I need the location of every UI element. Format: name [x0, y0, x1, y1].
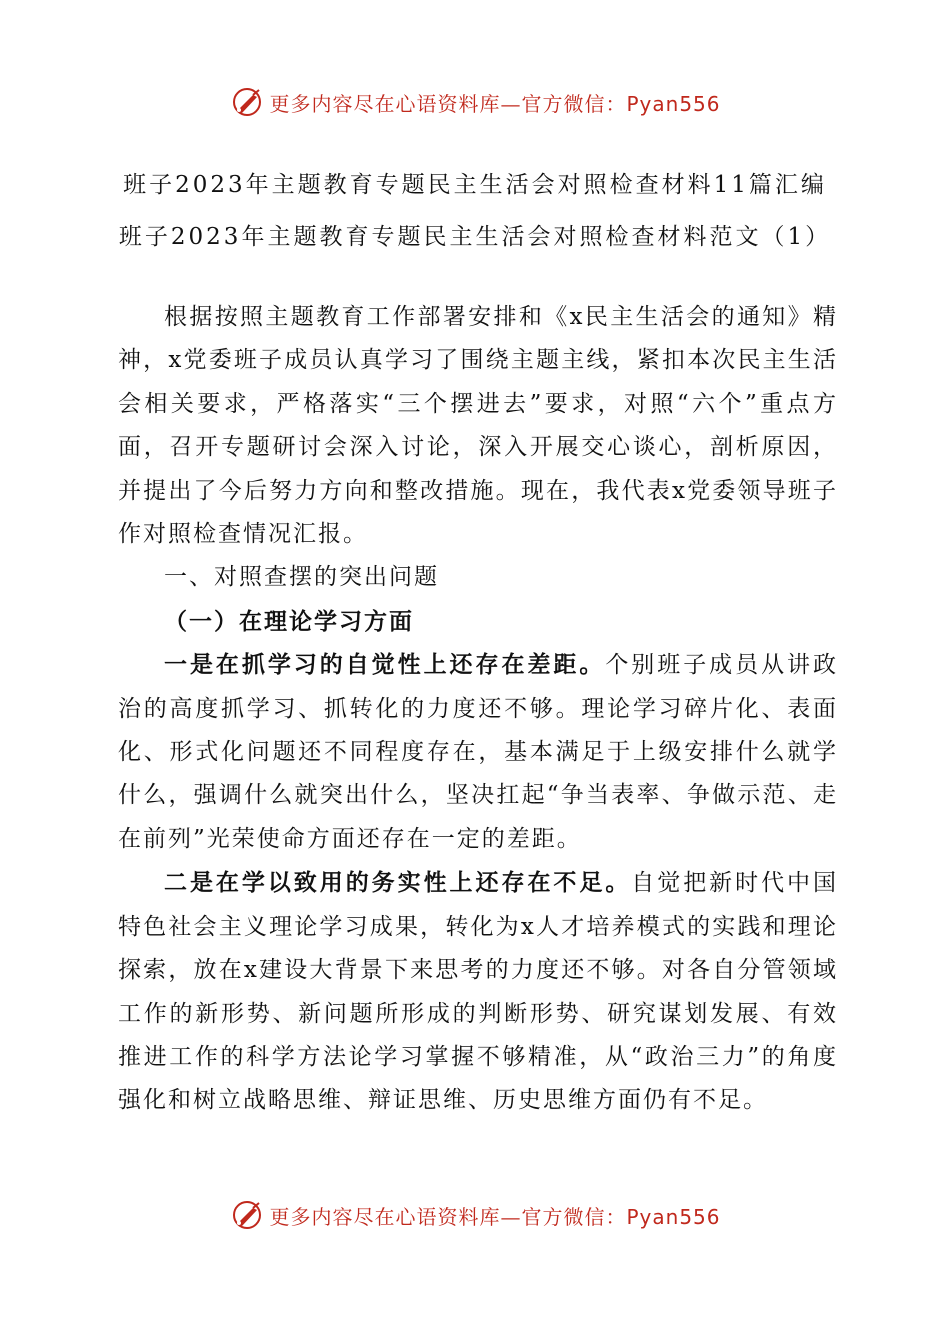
- point-1-lead: 一是在抓学习的自觉性上还存在差距。: [164, 651, 606, 679]
- point-2-body: 自觉把新时代中国特色社会主义理论学习成果，转化为x人才培养模式的实践和理论探索，放在x建设大背景下来思考的力度还不够。对各自分管领域工作的新形势、新问题所形成的判断形势、研究谋划发展、有效推进工作的科学方法论学习掌握不够精准，从“政治三力”的角度强化和树立战略思维、辩证思维、历史思维方面仍有不足。: [118, 870, 839, 1114]
- document-title: 班子2023年主题教育专题民主生活会对照检查材料11篇汇编: [123, 172, 827, 198]
- point-2-lead: 二是在学以致用的务实性上还存在不足。: [164, 869, 632, 897]
- point-1-body: 个别班子成员从讲政治的高度抓学习、抓转化的力度还不够。理论学习碎片化、表面化、形式化问题还不同程度存在，基本满足于上级安排什么就学什么，强调什么就突出什么，坚决扛起“争当表率、争做示范、走在前列”光荣使命方面还存在一定的差距。: [118, 652, 839, 852]
- watermark-text: 更多内容尽在心语资料库—官方微信：Pyan556: [269, 91, 721, 116]
- point-paragraph-2: [118, 861, 838, 1122]
- subsection-heading: （一）在理论学习方面: [164, 607, 414, 635]
- watermark-banner-top: [0, 82, 950, 122]
- watermark-text: 更多内容尽在心语资料库—官方微信：Pyan556: [269, 1204, 721, 1229]
- watermark-banner-bottom: [0, 1195, 950, 1235]
- pen-logo-icon: [229, 1197, 265, 1233]
- document-subtitle: 班子2023年主题教育专题民主生活会对照检查材料范文（1）: [118, 224, 832, 250]
- point-paragraph-1: [118, 643, 838, 861]
- document-body: [118, 296, 838, 1123]
- section-heading: 一、对照查摆的突出问题: [164, 564, 439, 591]
- pen-logo-icon: [229, 84, 265, 120]
- intro-paragraph: 根据按照主题教育工作部署安排和《x民主生活会的通知》精神，x党委班子成员认真学习了围绕主题主线，紧扣本次民主生活会相关要求，严格落实“三个摆进去”要求，对照“六个”重点方面，召开专题研讨会深入讨论，深入开展交心谈心，剖析原因，并提出了今后努力方向和整改措施。现在，我代表x党委领导班子作对照检查情况汇报。: [118, 304, 838, 548]
